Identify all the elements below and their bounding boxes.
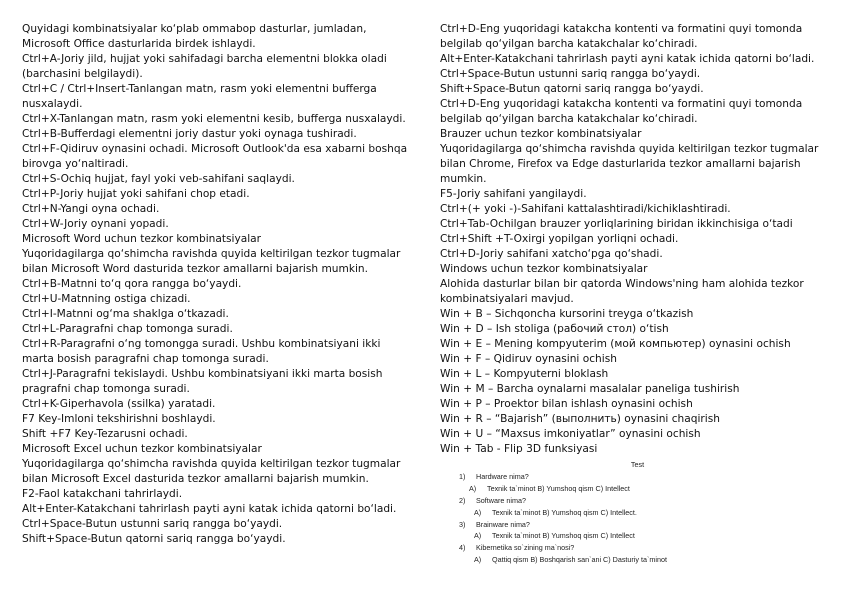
text-line: Ctrl+K-Giperhavola (ssilka) yaratadi. xyxy=(22,398,216,410)
text-line: Yuqoridagilarga qo‘shimcha ravishda quyida keltirilgan tezkor tugmalar xyxy=(22,248,401,260)
question-number: 3) xyxy=(459,519,466,529)
text-line: Ctrl+F-Qidiruv oynasini ochadi. Microsoft Outlook'da esa xabarni boshqa xyxy=(22,143,408,155)
answer-text: Texnik ta`minot B) Yumshoq qism C) Intellect xyxy=(487,483,630,493)
text-line: Ctrl+Space-Butun ustunni sariq rangga bo‘yaydi. xyxy=(22,518,283,530)
text-line: Ctrl+R-Paragrafni o‘ng tomongga suradi. Ushbu kombinatsiyani ikki xyxy=(22,338,381,350)
text-line: Ctrl+B-Bufferdagi elementni joriy dastur yoki oynaga tushiradi. xyxy=(22,128,357,140)
text-line: Quyidagi kombinatsiyalar ko‘plab ommabop dasturlar, jumladan, xyxy=(22,23,367,35)
text-line: Ctrl+A-Joriy jild, hujjat yoki sahifadagi barcha elementni blokka oladi xyxy=(22,53,387,65)
text-line: Win + E – Mening kompyuterim (мой компьютер) oynasini ochish xyxy=(440,338,791,350)
test-question xyxy=(440,542,825,554)
answer-text: Qattiq qism B) Boshqarish san`ani C) Dasturiy ta`minot xyxy=(492,555,667,565)
text-line: Alohida dasturlar bilan bir qatorda Windows'ning ham alohida tezkor xyxy=(440,278,804,290)
answer-number: A) xyxy=(474,507,482,517)
section-heading-windows: Windows uchun tezkor kombinatsiyalar xyxy=(440,263,648,275)
text-line: Alt+Enter-Katakchani tahrirlash payti ayni katak ichida qatorni bo‘ladi. xyxy=(22,503,397,515)
text-line: Win + D – Ish stoliga (рабочий стол) o‘tish xyxy=(440,323,669,335)
text-line: bilan Chrome, Firefox va Edge dasturlarida tezkor amallarni bajarish xyxy=(440,158,801,170)
text-line: pragrafni chap tomonga suradi. xyxy=(22,383,190,395)
text-line: Ctrl+P-Joriy hujjat yoki sahifani chop etadi. xyxy=(22,188,250,200)
text-line: Win + Tab - Flip 3D funksiyasi xyxy=(440,443,598,455)
text-line: Win + B – Sichqoncha kursorini treyga o‘tkazish xyxy=(440,308,694,320)
test-question xyxy=(440,519,825,531)
text-line: Win + F – Qidiruv oynasini ochish xyxy=(440,353,617,365)
test-question xyxy=(440,471,825,483)
test-section xyxy=(440,459,825,566)
text-line: bilan Microsoft Word dasturida tezkor amallarni bajarish mumkin. xyxy=(22,263,368,275)
text-line: Ctrl+X-Tanlangan matn, rasm yoki elementni kesib, bufferga nusxalaydi. xyxy=(22,113,406,125)
text-line: Shift+Space-Butun qatorni sariq rangga bo‘yaydi. xyxy=(22,533,286,545)
text-line: Shift +F7 Key-Tezarusni ochadi. xyxy=(22,428,188,440)
text-line: Ctrl+C / Ctrl+Insert-Tanlangan matn, rasm yoki elementni bufferga xyxy=(22,83,377,95)
text-line: Ctrl+N-Yangi oyna ochadi. xyxy=(22,203,160,215)
text-line: Ctrl+D-Joriy sahifani xatcho‘pga qo‘shadi. xyxy=(440,248,663,260)
text-line: Ctrl+D-Eng yuqoridagi katakcha kontenti va formatini quyi tomonda xyxy=(440,98,803,110)
text-line: F5-Joriy sahifani yangilaydi. xyxy=(440,188,587,200)
section-heading-word: Microsoft Word uchun tezkor kombinatsiyalar xyxy=(22,233,262,245)
answer-number: A) xyxy=(469,483,477,493)
question-number: 4) xyxy=(459,543,466,553)
text-line: Ctrl+(+ yoki -)-Sahifani kattalashtiradi/kichiklashtiradi. xyxy=(440,203,731,215)
text-line: mumkin. xyxy=(440,173,487,185)
text-line: kombinatsiyalari mavjud. xyxy=(440,293,574,305)
answer-text: Texnik ta`minot B) Yumshoq qism C) Intellect. xyxy=(492,507,637,517)
text-line: birovga yo‘naltiradi. xyxy=(22,158,129,170)
text-line: Ctrl+W-Joriy oynani yopadi. xyxy=(22,218,169,230)
question-number: 2) xyxy=(459,495,466,505)
text-line: marta bosish paragrafni chap tomonga suradi. xyxy=(22,353,269,365)
answer-text: Texnik ta`minot B) Yumshoq qism C) Intellect xyxy=(492,531,635,541)
text-line: Ctrl+U-Matnning ostiga chizadi. xyxy=(22,293,191,305)
test-title: Test xyxy=(630,460,645,469)
right-column xyxy=(440,22,825,566)
text-line: Ctrl+D-Eng yuqoridagi katakcha kontenti va formatini quyi tomonda xyxy=(440,23,803,35)
text-line: bilan Microsoft Excel dasturida tezkor amallarni bajarish mumkin. xyxy=(22,473,369,485)
section-heading-excel: Microsoft Excel uchun tezkor kombinatsiyalar xyxy=(22,443,262,455)
test-answer xyxy=(440,554,825,566)
test-question xyxy=(440,495,825,507)
text-line: belgilab qo‘yilgan barcha katakchalar ko‘chiradi. xyxy=(440,113,698,125)
question-text: Software nima? xyxy=(476,495,526,505)
question-text: Kibernetika so`zining ma`nosi? xyxy=(476,543,575,553)
text-line: Ctrl+L-Paragrafni chap tomonga suradi. xyxy=(22,323,233,335)
text-line: F7 Key-Imloni tekshirishni boshlaydi. xyxy=(22,413,216,425)
question-number: 1) xyxy=(459,471,466,481)
test-answer xyxy=(440,483,825,495)
text-line: Ctrl+Tab-Ochilgan brauzer yorliqlarining biridan ikkinchisiga o‘tadi xyxy=(440,218,793,230)
text-line: nusxalaydi. xyxy=(22,98,83,110)
text-line: Win + M – Barcha oynalarni masalalar paneliga tushirish xyxy=(440,383,740,395)
text-line: Win + U – “Maxsus imkoniyatlar” oynasini ochish xyxy=(440,428,701,440)
text-line: Alt+Enter-Katakchani tahrirlash payti ayni katak ichida qatorni bo‘ladi. xyxy=(440,53,815,65)
text-line: Ctrl+Shift +T-Oxirgi yopilgan yorliqni ochadi. xyxy=(440,233,679,245)
text-line: Win + P – Proektor bilan ishlash oynasini ochish xyxy=(440,398,693,410)
text-line: Shift+Space-Butun qatorni sariq rangga bo‘yaydi. xyxy=(440,83,704,95)
text-line: Microsoft Office dasturlarida birdek ishlaydi. xyxy=(22,38,256,50)
text-line: (barchasini belgilaydi). xyxy=(22,68,143,80)
text-line: F2-Faol katakchani tahrirlaydi. xyxy=(22,488,183,500)
text-line: Win + R – “Bajarish” (выполнить) oynasini chaqirish xyxy=(440,413,720,425)
text-line: Ctrl+I-Matnni og‘ma shaklga o‘tkazadi. xyxy=(22,308,229,320)
text-line: belgilab qo‘yilgan barcha katakchalar ko‘chiradi. xyxy=(440,38,698,50)
section-heading-browser: Brauzer uchun tezkor kombinatsiyalar xyxy=(440,128,642,140)
text-line: Yuqoridagilarga qo‘shimcha ravishda quyida keltirilgan tezkor tugmalar xyxy=(22,458,401,470)
question-text: Brainware nima? xyxy=(476,519,530,529)
answer-number: A) xyxy=(474,531,482,541)
text-line: Win + L – Kompyuterni bloklash xyxy=(440,368,609,380)
question-text: Hardware nima? xyxy=(476,471,529,481)
text-line: Ctrl+J-Paragrafni tekislaydi. Ushbu kombinatsiyani ikki marta bosish xyxy=(22,368,383,380)
text-line: Ctrl+Space-Butun ustunni sariq rangga bo‘yaydi. xyxy=(440,68,701,80)
test-answer xyxy=(440,507,825,519)
text-line: Ctrl+S-Ochiq hujjat, fayl yoki veb-sahifani saqlaydi. xyxy=(22,173,295,185)
text-line: Yuqoridagilarga qo‘shimcha ravishda quyida keltirilgan tezkor tugmalar xyxy=(440,143,819,155)
answer-number: A) xyxy=(474,555,482,565)
left-column xyxy=(22,22,410,547)
test-answer xyxy=(440,530,825,542)
text-line: Ctrl+B-Matnni to‘q qora rangga bo‘yaydi. xyxy=(22,278,242,290)
